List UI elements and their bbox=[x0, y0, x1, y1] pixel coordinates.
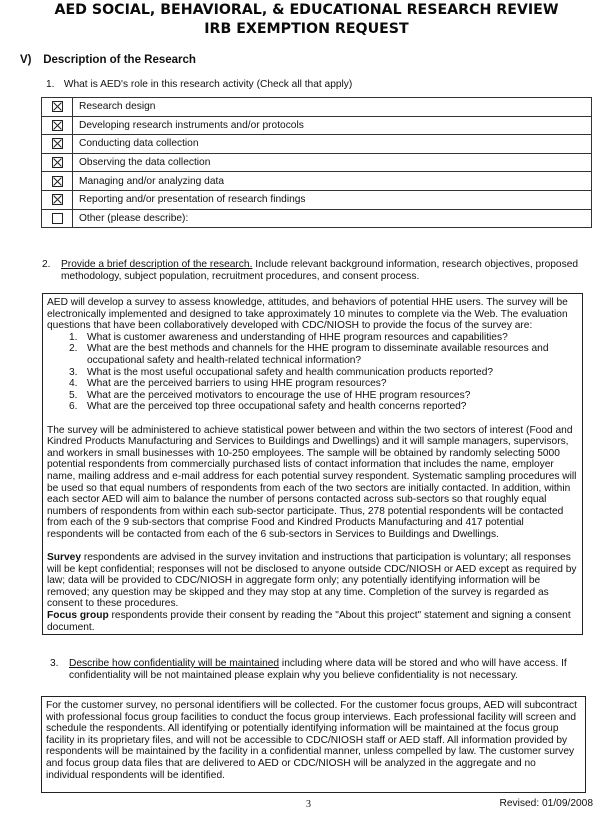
role-option-label: Conducting data collection bbox=[73, 135, 592, 154]
evaluation-question-item bbox=[47, 332, 578, 344]
role-option-label: Reporting and/or presentation of research findings bbox=[73, 190, 592, 209]
checkbox-cell bbox=[42, 116, 73, 135]
checked-checkbox[interactable] bbox=[52, 194, 63, 205]
role-checklist-table bbox=[41, 97, 592, 228]
role-option-row bbox=[42, 116, 592, 135]
role-option-label: Observing the data collection bbox=[73, 153, 592, 172]
focus-consent-text: respondents provide their consent by reading the "About this project" statement and signing a consent document. bbox=[47, 610, 571, 633]
role-option-label: Managing and/or analyzing data bbox=[73, 172, 592, 191]
checkbox-cell bbox=[42, 98, 73, 117]
role-option-row bbox=[42, 209, 592, 228]
survey-consent-text: respondents are advised in the survey invitation and instructions that participation is voluntary; all responses will be kept confidential; responses will not be disclosed to anyone outside CDC/NIOSH or AED except as required by law; data will be provided to CDC/NIOSH in aggregate form only; any potentially identifying information will be removed; any question may be skipped and they may stop at any time. Completion of the survey is regarded as consent to these procedures. bbox=[47, 552, 577, 610]
page-number: 3 bbox=[306, 799, 311, 810]
answer-focus-consent bbox=[47, 610, 578, 633]
evaluation-question-number: 6. bbox=[69, 401, 78, 413]
document-title-line2: IRB EXEMPTION REQUEST bbox=[204, 21, 409, 37]
checkbox-cell bbox=[42, 172, 73, 191]
question-3-underlined: Describe how confidentiality will be maintained bbox=[69, 658, 280, 669]
evaluation-question-text: What are the perceived top three occupational safety and health concerns reported? bbox=[87, 401, 467, 413]
question-3-number: 3. bbox=[50, 658, 59, 669]
section-heading bbox=[20, 54, 196, 66]
role-option-label: Developing research instruments and/or protocols bbox=[73, 116, 592, 135]
role-option-row bbox=[42, 172, 592, 191]
question-3-text bbox=[69, 658, 595, 683]
checked-checkbox[interactable] bbox=[52, 101, 63, 112]
checked-checkbox[interactable] bbox=[52, 176, 63, 187]
evaluation-question-item bbox=[47, 401, 578, 413]
evaluation-question-number: 4. bbox=[69, 378, 78, 390]
role-option-row bbox=[42, 98, 592, 117]
role-option-row bbox=[42, 153, 592, 172]
question-2-underlined: Provide a brief description of the research. bbox=[61, 259, 253, 270]
question-3-answer-box bbox=[41, 696, 586, 793]
evaluation-question-text: What are the perceived motivators to encourage the use of HHE program resources? bbox=[87, 389, 471, 401]
checked-checkbox[interactable] bbox=[52, 120, 63, 131]
question-2-number: 2. bbox=[42, 259, 51, 270]
focus-group-label: Focus group bbox=[47, 610, 109, 622]
checkbox-cell bbox=[42, 190, 73, 209]
question-3 bbox=[50, 658, 595, 683]
question-3-answer-text: For the customer survey, no personal identifiers will be collected. For the customer focus groups, AED will subcontract with professional focus group facilities to conduct the focus group interviews. Each professional facility will screen and schedule the respondents. All identifying or potentially identifying information will be maintained at the focus group facility in its proprietary files, and will not be accessible to CDC/NIOSH staff or AED staff. All information provided by respondents will be maintained by the facility in a confidential manner, unless compelled by law. The customer survey and focus group data files that are delivered to AED or CDC/NIOSH will be analyzed in the aggregate and no individual respondents will be identified. bbox=[46, 700, 577, 781]
document-title-line1: AED SOCIAL, BEHAVIORAL, & EDUCATIONAL RESEARCH REVIEW bbox=[54, 2, 559, 18]
evaluation-question-number: 1. bbox=[69, 331, 78, 343]
question-1-text: What is AED's role in this research activity (Check all that apply) bbox=[63, 79, 353, 90]
role-option-label: Research design bbox=[73, 98, 592, 117]
answer-intro: AED will develop a survey to assess knowledge, attitudes, and behaviors of potential HHE users. The survey will be electronically implemented and designed to take approximately 10 minutes to complete via the Web. The evaluation questions that have been collaboratively developed with CDC/NIOSH to provide the focus of the survey are: bbox=[47, 297, 568, 332]
evaluation-question-item bbox=[47, 378, 578, 390]
checked-checkbox[interactable] bbox=[52, 138, 63, 149]
question-2-text bbox=[61, 259, 602, 284]
checkbox-cell bbox=[42, 153, 73, 172]
checkbox-cell bbox=[42, 135, 73, 154]
question-2 bbox=[42, 259, 602, 284]
answer-sampling: The survey will be administered to achieve statistical power between and within the two sectors of interest (Food and Kindred Products Manufacturing and Services to Buildings and Dwellings) and it will sample managers, supervisors, and workers in small businesses with 10-250 employees. The sample will be obtained by randomly selecting 5000 potential respondents from commercially purchased lists of contact information that includes the name, employer name, mailing address and e-mail address for each potential survey respondent. Systematic sampling procedures will be used so that equal numbers of respondents from each of the two sectors are initially contacted. In addition, within each sector AED will aim to balance the number of persons contacted across sub-sectors so that roughly equal numbers of respondents from within each sub-sector participate. Thus, 278 potential respondents will be contacted from each of the 9 sub-sectors that comprise Food and Kindred Products Manufacturing and 417 potential respondents will be contacted from each of the 6 sub-sectors in Services to Buildings and Dwellings. bbox=[47, 424, 577, 540]
evaluation-question-number: 2. bbox=[69, 343, 78, 355]
checked-checkbox[interactable] bbox=[52, 157, 63, 168]
survey-label: Survey bbox=[47, 552, 81, 564]
question-2-answer-box bbox=[42, 293, 583, 635]
role-option-label: Other (please describe): bbox=[73, 209, 592, 228]
unchecked-checkbox[interactable] bbox=[52, 213, 63, 224]
role-option-row bbox=[42, 190, 592, 209]
evaluation-question-item bbox=[47, 367, 578, 379]
answer-survey-consent bbox=[47, 552, 578, 610]
question-2-rest: Include relevant background information, research objectives, proposed methodology, subject population, recruitment procedures, and consent process. bbox=[61, 259, 579, 283]
role-option-row bbox=[42, 135, 592, 154]
checkbox-cell bbox=[42, 209, 73, 228]
evaluation-question-text: What are the perceived barriers to using HHE program resources? bbox=[87, 378, 387, 390]
section-title: Description of the Research bbox=[43, 54, 196, 66]
revised-date: Revised: 01/09/2008 bbox=[499, 798, 593, 809]
evaluation-question-item bbox=[47, 390, 578, 402]
evaluation-question-text: What is the most useful occupational safety and health communication products reported? bbox=[87, 366, 494, 378]
evaluation-question-item bbox=[47, 343, 578, 366]
question-1 bbox=[46, 79, 352, 90]
evaluation-questions-list bbox=[47, 332, 578, 413]
evaluation-question-number: 5. bbox=[69, 389, 78, 401]
question-3-rest: including where data will be stored and who will have access. If confidentiality will be not maintained please explain why you believe confidentiality is not necessary. bbox=[69, 658, 567, 682]
evaluation-question-number: 3. bbox=[69, 366, 78, 378]
evaluation-question-text: What is customer awareness and understanding of HHE program resources and capabilities? bbox=[87, 331, 508, 343]
evaluation-question-text: What are the best methods and channels for the HHE program to disseminate available resources and occupational safety and health-related technical information? bbox=[87, 343, 549, 366]
section-number: V) bbox=[20, 54, 32, 66]
question-1-number: 1. bbox=[46, 79, 55, 90]
